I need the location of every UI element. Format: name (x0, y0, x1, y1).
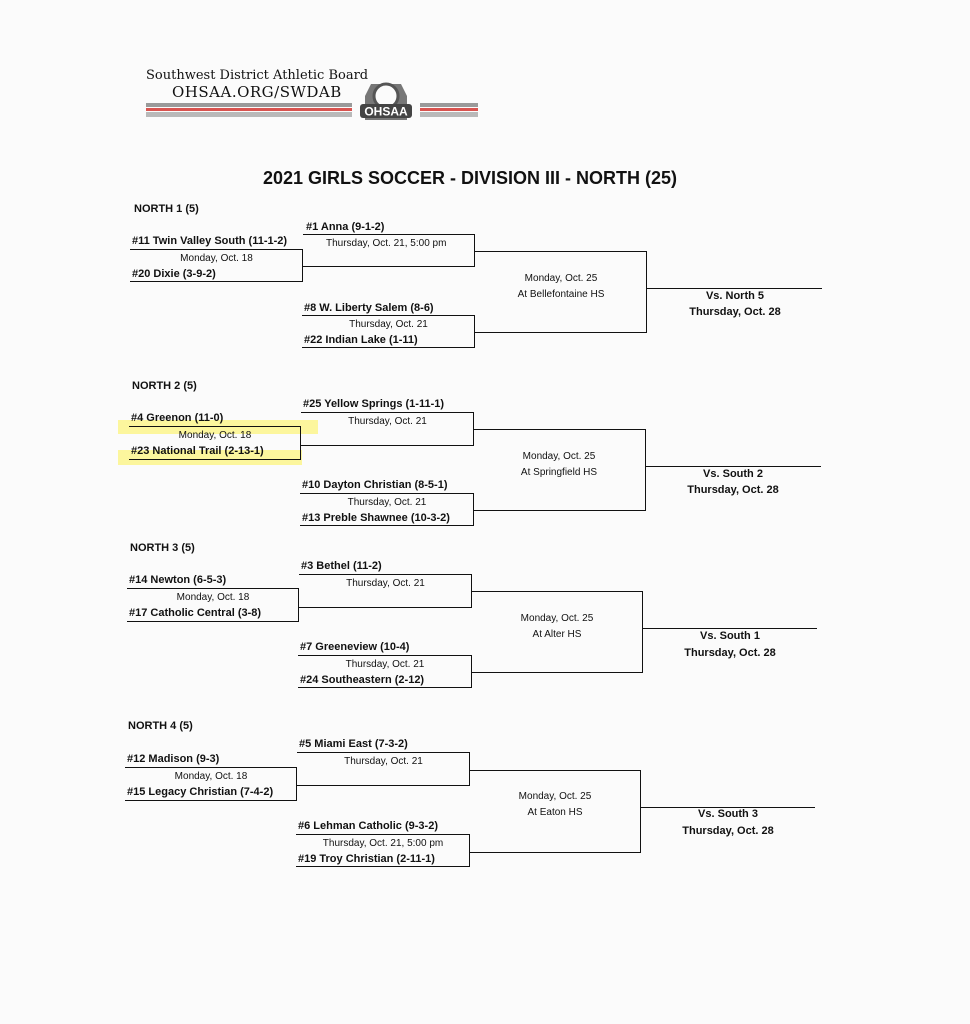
semi-site: At Eaton HS (527, 807, 583, 818)
seed-b-date: Thursday, Oct. 21 (349, 319, 428, 330)
seed-b-team: #7 Greeneview (10-4) (300, 641, 410, 653)
first-round-top: #12 Madison (9-3) (127, 753, 220, 765)
bracket-line (300, 426, 301, 460)
header-band-left (146, 103, 352, 107)
final-opponent: Vs. North 5 (705, 290, 765, 302)
seed-a-team: #5 Miami East (7-3-2) (299, 738, 408, 750)
bracket-line (640, 770, 641, 853)
bracket-line (130, 281, 303, 282)
bracket-line (127, 588, 299, 589)
header-url: OHSAA.ORG/SWDAB (172, 83, 342, 101)
bracket-line (125, 800, 297, 801)
bracket-line (299, 607, 472, 608)
bracket-line (302, 315, 475, 316)
semi-date: Monday, Oct. 25 (518, 791, 592, 802)
first-round-bottom: #15 Legacy Christian (7-4-2) (127, 786, 274, 798)
bracket-line (296, 767, 297, 801)
bracket-line (300, 493, 474, 494)
seed-b-date: Thursday, Oct. 21 (345, 659, 425, 670)
seed-b-team: #10 Dayton Christian (8-5-1) (302, 479, 448, 491)
bracket-line (646, 466, 821, 467)
semi-site: At Alter HS (532, 629, 582, 640)
bracket-line (298, 655, 472, 656)
header-band-left-shadow (146, 112, 352, 117)
bracket-line (474, 510, 646, 511)
bracket-line (302, 347, 475, 348)
first-round-top: #11 Twin Valley South (11-1-2) (132, 235, 288, 247)
semi-date: Monday, Oct. 25 (522, 451, 596, 462)
bracket-line (297, 785, 470, 786)
bracket-line (298, 588, 299, 622)
first-round-date: Monday, Oct. 18 (178, 430, 252, 441)
bracket-line (301, 445, 474, 446)
final-date: Thursday, Oct. 28 (687, 484, 779, 496)
logo-text: OHSAA (364, 104, 408, 119)
bracket-line (127, 621, 299, 622)
seed-a-team: #25 Yellow Springs (1-11-1) (303, 398, 445, 410)
first-round-date: Monday, Oct. 18 (180, 253, 253, 264)
section-heading: NORTH 1 (5) (134, 203, 199, 215)
first-round-date: Monday, Oct. 18 (174, 771, 248, 782)
final-date: Thursday, Oct. 28 (689, 306, 781, 318)
bracket-line (130, 249, 303, 250)
bracket-line (129, 426, 301, 427)
header-org: Southwest District Athletic Board (146, 68, 369, 83)
first-round-bottom: #20 Dixie (3-9-2) (132, 268, 216, 280)
final-date: Thursday, Oct. 28 (682, 825, 774, 837)
section-heading: NORTH 4 (5) (128, 720, 193, 732)
bracket-line (125, 767, 297, 768)
seed-b-opponent: #24 Southeastern (2-12) (300, 674, 425, 686)
semi-date: Monday, Oct. 25 (520, 613, 594, 624)
semi-date: Monday, Oct. 25 (524, 273, 598, 284)
seed-b-opponent: #13 Preble Shawnee (10-3-2) (302, 512, 450, 524)
final-opponent: Vs. South 2 (703, 468, 763, 480)
bracket-line (472, 672, 643, 673)
first-round-bottom: #17 Catholic Central (3-8) (129, 607, 262, 619)
section-heading: NORTH 2 (5) (132, 380, 197, 392)
section-heading: NORTH 3 (5) (130, 542, 195, 554)
bracket-line (296, 834, 470, 835)
header-band-right (420, 103, 478, 107)
bracket-line (643, 628, 817, 629)
bracket-line (472, 591, 643, 592)
header-band-left-red (146, 108, 352, 111)
seed-b-team: #8 W. Liberty Salem (8-6) (304, 302, 434, 314)
bracket-line (475, 251, 647, 252)
seed-a-team: #1 Anna (9-1-2) (306, 221, 385, 233)
bracket-line (303, 266, 475, 267)
header-band-right-shadow (420, 112, 478, 117)
seed-a-date: Thursday, Oct. 21 (348, 416, 427, 427)
bracket-line (645, 429, 646, 511)
seed-b-opponent: #22 Indian Lake (1-11) (304, 334, 418, 346)
page-title: 2021 GIRLS SOCCER - DIVISION III - NORTH (25) (262, 168, 678, 188)
final-date: Thursday, Oct. 28 (684, 647, 776, 659)
seed-a-date: Thursday, Oct. 21 (344, 756, 423, 767)
seed-b-team: #6 Lehman Catholic (9-3-2) (298, 820, 438, 832)
seed-b-date: Thursday, Oct. 21 (347, 497, 427, 508)
bracket-line (298, 687, 472, 688)
bracket-line (470, 770, 641, 771)
semi-site: At Bellefontaine HS (517, 289, 605, 300)
semi-site: At Springfield HS (520, 467, 598, 478)
bracket-line (302, 249, 303, 282)
first-round-date: Monday, Oct. 18 (176, 592, 250, 603)
bracket-line (301, 412, 474, 413)
final-opponent: Vs. South 3 (698, 808, 758, 820)
seed-a-date: Thursday, Oct. 21, 5:00 pm (326, 238, 447, 249)
ohsaa-logo (357, 76, 415, 128)
bracket-line (647, 288, 822, 289)
first-round-bottom: #23 National Trail (2-13-1) (131, 445, 264, 457)
seed-b-date: Thursday, Oct. 21, 5:00 pm (322, 838, 444, 849)
bracket-line (129, 459, 301, 460)
bracket-line (474, 429, 646, 430)
bracket-line (303, 234, 475, 235)
first-round-top: #4 Greenon (11-0) (131, 412, 224, 424)
header-band-right-red (420, 108, 478, 111)
bracket-line (469, 752, 470, 786)
bracket-line (296, 866, 470, 867)
bracket-line (299, 574, 472, 575)
bracket-line (642, 591, 643, 673)
bracket-line (297, 752, 470, 753)
bracket-line (300, 525, 474, 526)
bracket-line (475, 332, 647, 333)
bracket-line (469, 834, 470, 867)
final-opponent: Vs. South 1 (700, 630, 760, 642)
first-round-top: #14 Newton (6-5-3) (129, 574, 227, 586)
seed-a-date: Thursday, Oct. 21 (346, 578, 425, 589)
seed-b-opponent: #19 Troy Christian (2-11-1) (298, 853, 435, 865)
bracket-line (646, 251, 647, 333)
seed-a-team: #3 Bethel (11-2) (301, 560, 382, 572)
bracket-line (470, 852, 641, 853)
